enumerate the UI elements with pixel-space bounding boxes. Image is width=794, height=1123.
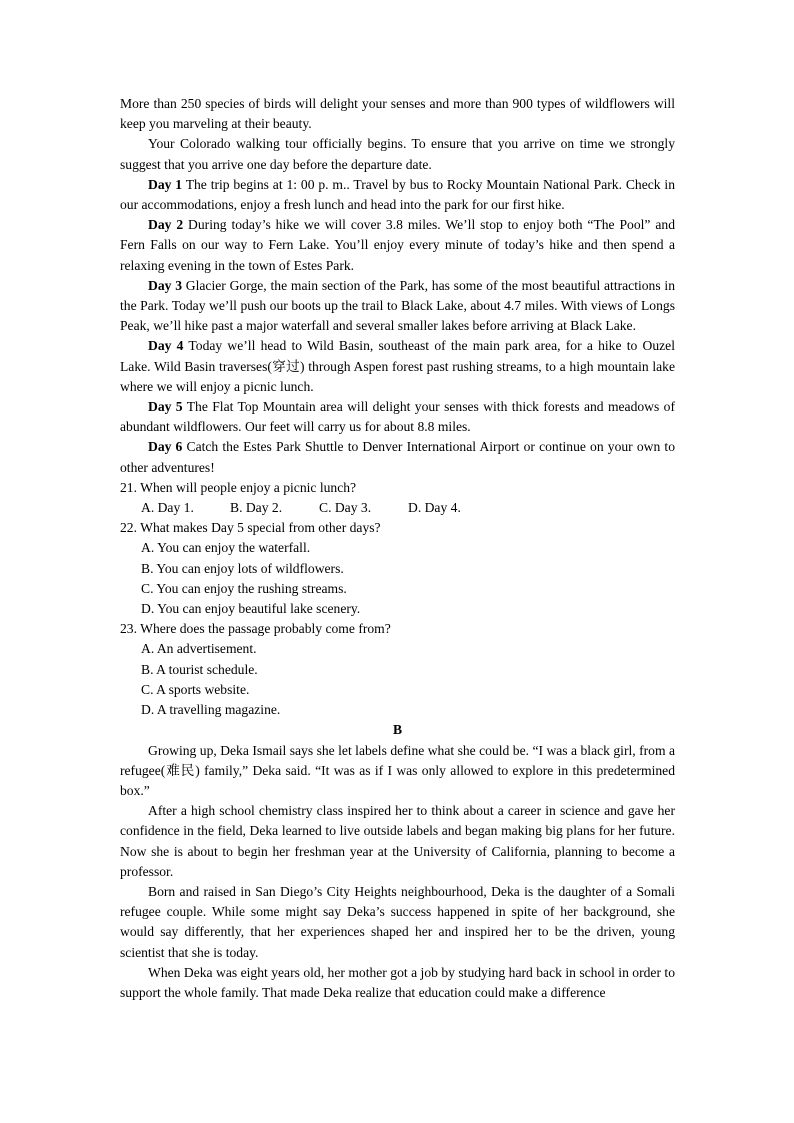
- day-6-text: Catch the Estes Park Shuttle to Denver International Airport or continue on your own to other adventures!: [120, 439, 675, 475]
- day-5-paragraph: [120, 397, 675, 437]
- section-b-paragraph-4: When Deka was eight years old, her mother got a job by studying hard back in school in order to support the whole family. That made Deka realize that education could make a difference: [120, 964, 675, 1000]
- day-1-text: The trip begins at 1: 00 p. m.. Travel by bus to Rocky Mountain National Park. Check in our accommodations, enjoy a fresh lunch and head into the park for our first hike.: [120, 176, 675, 213]
- question-23-option-b: B. A tourist schedule.: [141, 661, 258, 677]
- question-23-option-a: A. An advertisement.: [141, 641, 257, 657]
- section-b-paragraph-3: Born and raised in San Diego’s City Heights neighbourhood, Deka is the daughter of a Somali refugee couple. While some might say Deka’s success happened in spite of her background, she would say differently, that her experiences shaped her and inspired her to be the driven, young scientist that she is today.: [120, 883, 675, 960]
- day-5-text: The Flat Top Mountain area will delight your senses with thick forests and meadows of abundant wildflowers. Our feet will carry us for about 8.8 miles.: [120, 399, 675, 435]
- day-4-paragraph: [120, 336, 675, 397]
- day-3-text: Glacier Gorge, the main section of the Park, has some of the most beautiful attractions in the Park. Today we’ll push our boots up the trail to Black Lake, about 4.7 miles. With views of Longs Peak, we’ll hike past a major waterfall and several smaller lakes before arriving at Black Lake.: [120, 277, 675, 334]
- day-1-paragraph: [120, 175, 675, 215]
- intro-tour-paragraph: Your Colorado walking tour officially begins. To ensure that you arrive on time we strongly suggest that you arrive one day before the departure date.: [120, 136, 675, 172]
- day-3-paragraph: [120, 276, 675, 337]
- question-22-stem: 22. What makes Day 5 special from other days?: [120, 520, 381, 536]
- day-4-text: Today we’ll head to Wild Basin, southeast of the main park area, for a hike to Ouzel Lake. Wild Basin traverses(穿过) through Aspen forest past rushing streams, to a high mountain lake where we will enjoy a picnic lunch.: [120, 338, 675, 394]
- question-23-option-c: C. A sports website.: [141, 681, 250, 697]
- question-23-stem: 23. Where does the passage probably come from?: [120, 621, 391, 637]
- document-page: [120, 94, 675, 1003]
- day-2-label: Day 2: [148, 217, 184, 233]
- question-22-option-a: A. You can enjoy the waterfall.: [141, 540, 311, 556]
- question-21-options: [120, 498, 675, 518]
- section-b-title: B: [392, 722, 403, 738]
- question-22-option-c: C. You can enjoy the rushing streams.: [141, 580, 347, 596]
- section-b-paragraph-1: Growing up, Deka Ismail says she let labels define what she could be. “I was a black girl, from a refugee(难民) family,” Deka said. “It was as if I was only allowed to explore in this predetermined box.”: [120, 742, 675, 798]
- question-22-option-b: B. You can enjoy lots of wildflowers.: [141, 560, 344, 576]
- day-1-label: Day 1: [148, 176, 183, 192]
- question-21-stem: 21. When will people enjoy a picnic lunch?: [120, 479, 357, 495]
- day-2-paragraph: [120, 215, 675, 276]
- day-6-label: Day 6: [148, 439, 183, 455]
- day-3-label: Day 3: [148, 277, 182, 293]
- question-23-option-d: D. A travelling magazine.: [141, 702, 281, 718]
- day-4-label: Day 4: [148, 338, 184, 354]
- day-5-label: Day 5: [148, 399, 183, 415]
- question-21-option-d: D. Day 4.: [408, 500, 461, 516]
- section-b-paragraph-2: After a high school chemistry class inspired her to think about a career in science and gave her confidence in the field, Deka learned to live outside labels and began making big plans for her future. Now she is about to begin her freshman year at the University of California, planning to become a professor.: [120, 803, 675, 879]
- question-21-option-c: C. Day 3.: [319, 500, 372, 516]
- question-21-option-b: B. Day 2.: [230, 500, 283, 516]
- day-6-paragraph: [120, 437, 675, 477]
- question-21-option-a: A. Day 1.: [141, 500, 194, 516]
- question-22-option-d: D. You can enjoy beautiful lake scenery.: [141, 601, 361, 617]
- intro-birds-paragraph: More than 250 species of birds will delight your senses and more than 900 types of wildflowers will keep you marveling at their beauty.: [120, 96, 675, 132]
- day-2-text: During today’s hike we will cover 3.8 miles. We’ll stop to enjoy both “The Pool” and Fern Falls on our way to Fern Lake. You’ll enjoy every minute of today’s hike and then spend a relaxing evening in the town of Estes Park.: [120, 217, 676, 273]
